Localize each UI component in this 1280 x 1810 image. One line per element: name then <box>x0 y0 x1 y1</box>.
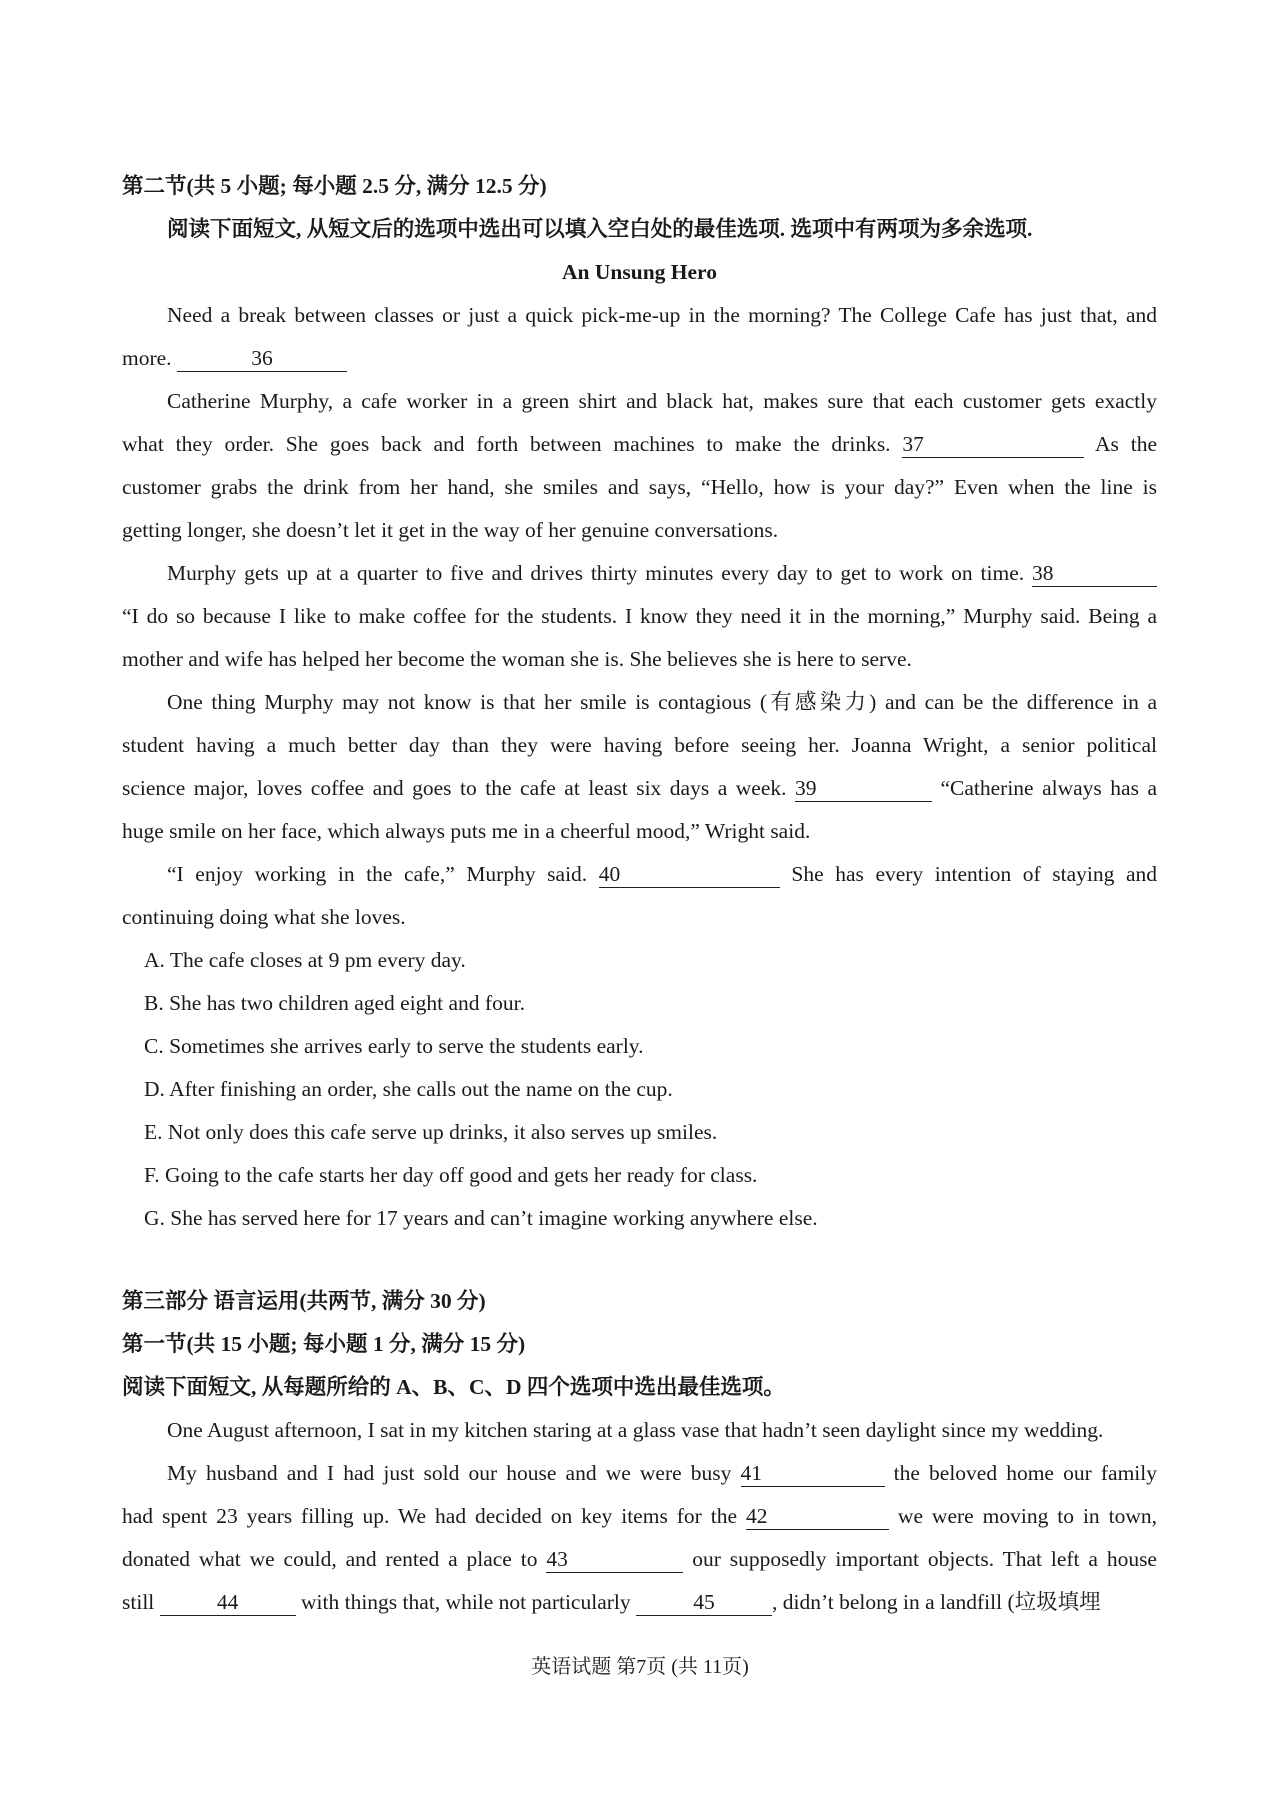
options-list <box>122 942 1157 1243</box>
option-E: E. Not only does this cafe serve up drinks, it also serves up smiles. <box>144 1120 718 1144</box>
blank-45: 45 <box>636 1589 772 1616</box>
option-A: A. The cafe closes at 9 pm every day. <box>144 948 466 972</box>
cloze-passage-body <box>122 1412 1157 1627</box>
text: She has every intention of staying and <box>779 862 1157 886</box>
blank-42: 42 <box>746 1503 889 1530</box>
part3-instruction: 阅读下面短文, 从每题所给的 A、B、C、D 四个选项中选出最佳选项。 <box>122 1375 785 1399</box>
paragraph <box>122 1455 1157 1627</box>
text-line <box>122 340 1157 383</box>
option-C: C. Sometimes she arrives early to serve the students early. <box>144 1034 644 1058</box>
text: My husband and I had just sold our house and we were busy <box>167 1461 741 1485</box>
text-line <box>122 813 1157 856</box>
text-line <box>122 856 1157 899</box>
text-line <box>122 1498 1157 1541</box>
text-line <box>122 512 1157 555</box>
paragraph <box>122 684 1157 856</box>
blank-40: 40 <box>599 861 780 888</box>
text-line <box>122 1455 1157 1498</box>
text: , didn’t belong in a landfill (垃圾填埋 <box>772 1590 1101 1614</box>
option-D: D. After finishing an order, she calls out the name on the cup. <box>144 1077 673 1101</box>
blank-41: 41 <box>741 1460 885 1487</box>
text-line <box>122 598 1157 641</box>
part3-section1-heading: 第一节(共 15 小题; 每小题 1 分, 满分 15 分) <box>122 1332 526 1356</box>
text-line <box>122 1584 1157 1627</box>
blank-44: 44 <box>160 1589 296 1616</box>
text: Need a break between classes or just a quick pick-me-up in the morning? The College Cafe has just that, and <box>167 303 1157 327</box>
text: getting longer, she doesn’t let it get in the way of her genuine conversations. <box>122 518 779 542</box>
text: we were moving to in town, <box>888 1504 1157 1528</box>
text-line <box>122 383 1157 426</box>
paragraph <box>122 383 1157 555</box>
text: mother and wife has helped her become the woman she is. She believes she is here to serve. <box>122 647 912 671</box>
paragraph <box>122 1412 1157 1455</box>
paragraph <box>122 856 1157 942</box>
paragraph <box>122 555 1157 684</box>
text: donated what we could, and rented a place to <box>122 1547 547 1571</box>
text: “I enjoy working in the cafe,” Murphy said. <box>167 862 599 886</box>
text-line <box>122 899 1157 942</box>
exam-page <box>122 168 1157 1627</box>
text: still <box>122 1590 160 1614</box>
text: Catherine Murphy, a cafe worker in a green shirt and black hat, makes sure that each customer gets exactly <box>167 389 1157 413</box>
text: the beloved home our family <box>884 1461 1157 1485</box>
text: One thing Murphy may not know is that her smile is contagious (有感染力) and can be the difference in a <box>167 690 1157 714</box>
blank-43: 43 <box>546 1546 683 1573</box>
text-line <box>122 727 1157 770</box>
text-line <box>122 641 1157 684</box>
text: our supposedly important objects. That left a house <box>683 1547 1157 1571</box>
text: “Catherine always has a <box>931 776 1157 800</box>
text: more. <box>122 346 177 370</box>
text-line <box>122 1412 1157 1455</box>
passage-body <box>122 297 1157 942</box>
text-line <box>122 297 1157 340</box>
text-line <box>122 684 1157 727</box>
text: with things that, while not particularly <box>295 1590 636 1614</box>
blank-39: 39 <box>795 775 932 802</box>
text: continuing doing what she loves. <box>122 905 406 929</box>
text: huge smile on her face, which always puts me in a cheerful mood,” Wright said. <box>122 819 811 843</box>
text: science major, loves coffee and goes to the cafe at least six days a week. <box>122 776 795 800</box>
text: had spent 23 years filling up. We had decided on key items for the <box>122 1504 746 1528</box>
section2-instruction: 阅读下面短文, 从短文后的选项中选出可以填入空白处的最佳选项. 选项中有两项为多余选项. <box>167 217 1033 241</box>
text: student having a much better day than they were having before seeing her. Joanna Wright, a senior political <box>122 733 1157 757</box>
text-line <box>122 770 1157 813</box>
part3-heading: 第三部分 语言运用(共两节, 满分 30 分) <box>122 1289 486 1313</box>
text-line <box>122 469 1157 512</box>
text-line <box>122 426 1157 469</box>
text: what they order. She goes back and forth between machines to make the drinks. <box>122 432 903 456</box>
passage-title: An Unsung Hero <box>562 260 717 284</box>
option-G: G. She has served here for 17 years and can’t imagine working anywhere else. <box>144 1206 818 1230</box>
option-B: B. She has two children aged eight and four. <box>144 991 525 1015</box>
paragraph <box>122 297 1157 383</box>
text: “I do so because I like to make coffee for the students. I know they need it in the morning,” Murphy said. Being a <box>122 604 1157 628</box>
blank-38: 38 <box>1032 560 1157 587</box>
text: customer grabs the drink from her hand, she smiles and says, “Hello, how is your day?” Even when the line is <box>122 475 1157 499</box>
blank-37: 37 <box>902 431 1084 458</box>
text: As the <box>1084 432 1157 456</box>
blank-36: 36 <box>177 345 347 372</box>
page-footer: 英语试题 第7页 (共 11页) <box>531 1656 749 1678</box>
text-line <box>122 555 1157 598</box>
option-F: F. Going to the cafe starts her day off good and gets her ready for class. <box>144 1163 758 1187</box>
text: One August afternoon, I sat in my kitchen staring at a glass vase that hadn’t seen daylight since my wedding. <box>167 1418 1104 1442</box>
text: Murphy gets up at a quarter to five and drives thirty minutes every day to get to work on time. <box>167 561 1032 585</box>
section2-heading: 第二节(共 5 小题; 每小题 2.5 分, 满分 12.5 分) <box>122 174 547 198</box>
text-line <box>122 1541 1157 1584</box>
